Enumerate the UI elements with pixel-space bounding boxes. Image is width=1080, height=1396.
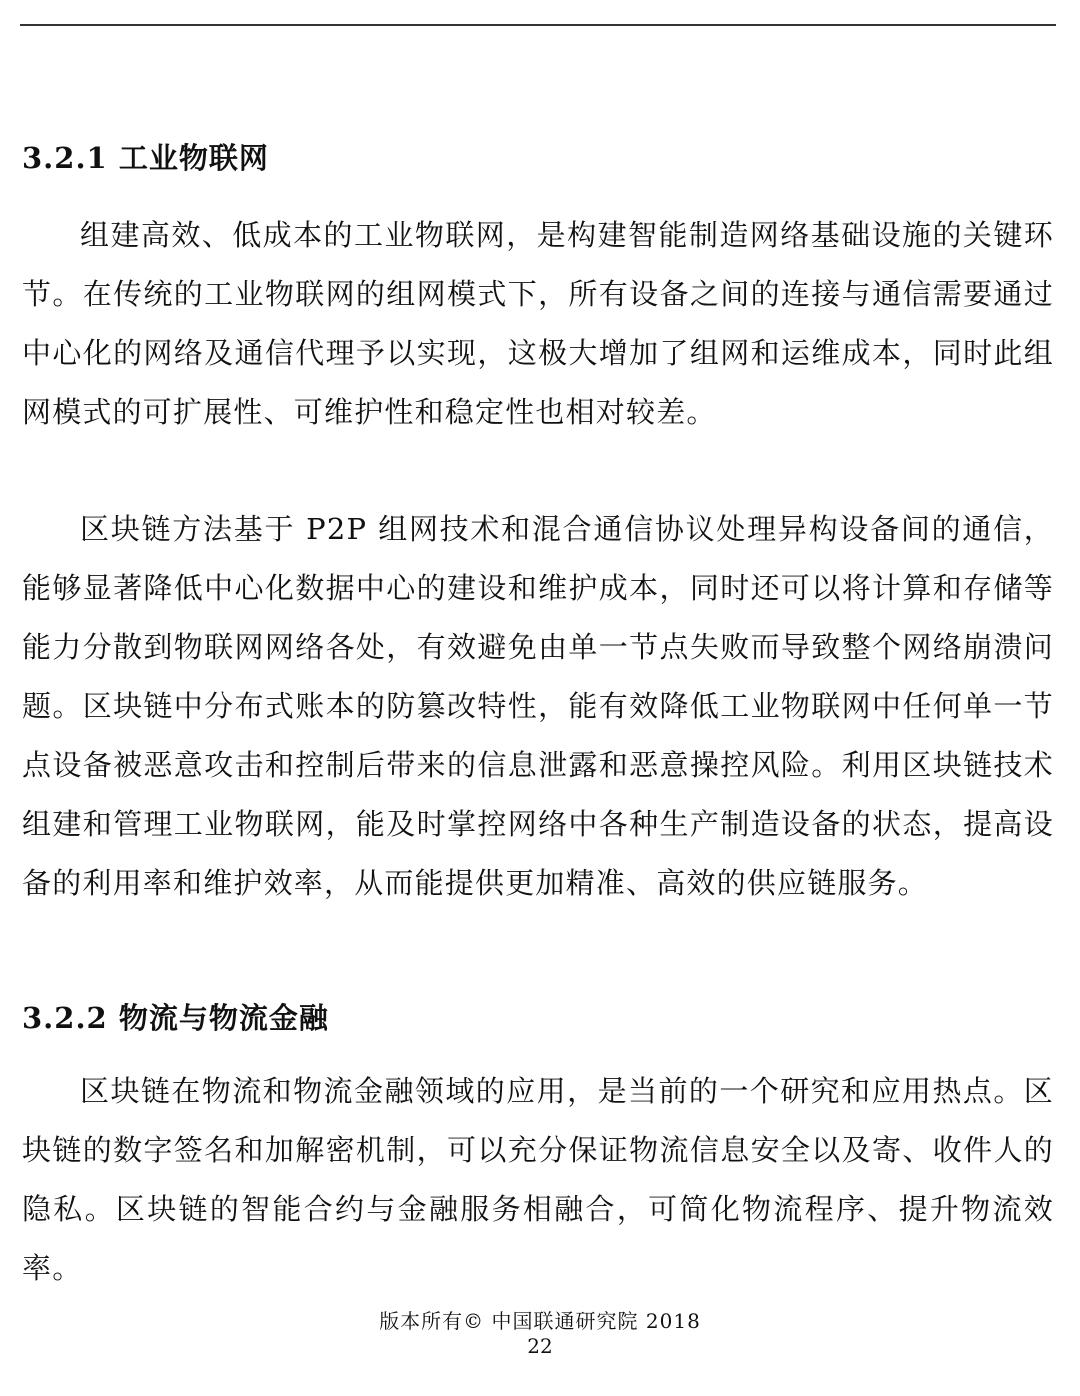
section-heading: 3.2.2 物流与物流金融 (22, 1001, 329, 1035)
footer-copyright: 版本所有© 中国联通研究院 2018 (379, 1309, 701, 1333)
header-rule (20, 24, 1056, 26)
page-number: 22 (527, 1334, 553, 1358)
section-heading: 3.2.1 工业物联网 (22, 141, 269, 175)
paragraph: 区块链方法基于 P2P 组网技术和混合通信协议处理异构设备间的通信，能够显著降低中心化数据中心的建设和维护成本，同时还可以将计算和存储等能力分散到物联网网络各处，有效避免由单一节点失败而导致整个网络崩溃问题。区块链中分布式账本的防篡改特性，能有效降低工业物联网中任何单一节点设备被恶意攻击和控制后带来的信息泄露和恶意操控风险。利用区块链技术组建和管理工业物联网，能及时掌控网络中各种生产制造设备的状态，提高设备的利用率和维护效率，从而能提供更加精准、高效的供应链服务。 (22, 512, 1054, 900)
paragraph: 区块链在物流和物流金融领域的应用，是当前的一个研究和应用热点。区块链的数字签名和加解密机制，可以充分保证物流信息安全以及寄、收件人的隐私。区块链的智能合约与金融服务相融合，可简化物流程序、提升物流效率。 (22, 1074, 1054, 1285)
paragraph: 组建高效、低成本的工业物联网，是构建智能制造网络基础设施的关键环节。在传统的工业物联网的组网模式下，所有设备之间的连接与通信需要通过中心化的网络及通信代理予以实现，这极大增加了组网和运维成本，同时此组网模式的可扩展性、可维护性和稳定性也相对较差。 (22, 218, 1054, 429)
